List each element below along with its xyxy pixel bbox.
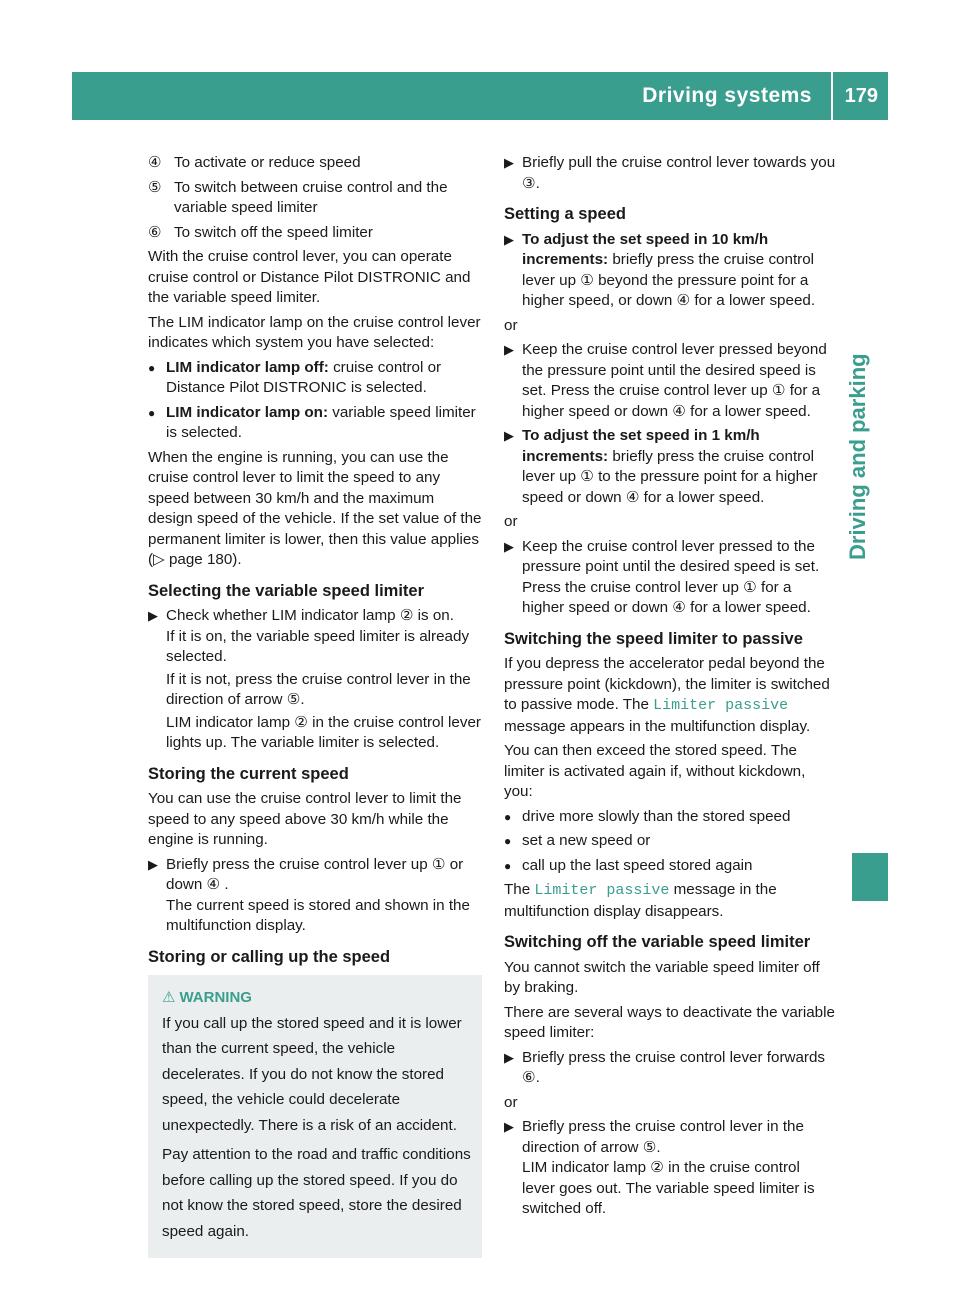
heading-limiter-passive: Switching the speed limiter to passive [504,629,803,648]
list-item: ⑤ To switch between cruise control and the variable speed limiter [148,178,448,216]
callout-number: ⑤ [148,178,162,196]
bullet-item: ● drive more slowly than the stored speed [504,807,836,828]
paragraph: You can then exceed the stored speed. The limiter is activated again if, without kickdown, you: [504,742,806,800]
heading-storing-current-speed: Storing the current speed [148,764,349,783]
arrow-icon: ▶ [504,231,514,247]
bullet-icon: ● [148,360,156,375]
instruction-step: ▶ Briefly pull the cruise control lever towards you ③. [504,154,836,192]
bullet-icon: ● [504,834,512,848]
heading-setting-speed: Setting a speed [504,205,626,223]
arrow-icon: ▶ [148,608,158,623]
bullet-icon: ● [504,858,512,873]
chapter-tab-label: Driving and parking [845,353,870,560]
right-column [504,153,836,1224]
instruction-step: ▶ Keep the cruise control lever pressed beyond the pressure point until the desired speed is set. Press the cruise control lever up ① for a higher speed or down ④ for a lower speed. [504,341,827,420]
arrow-icon: ▶ [504,1119,514,1134]
paragraph: You can use the cruise control lever to limit the speed to any speed above 30 km/h while the engine is running. [148,790,462,848]
paragraph: If you depress the accelerator pedal beyond the pressure point (kickdown), the limiter is switched to passive mode. The Limiter passive message appears in the multifunction display. [504,655,830,735]
instruction-step: ▶ To adjust the set speed in 10 km/h increments: briefly press the cruise control lever up ① beyond the pressure point for a higher speed, or down ④ for a lower speed. [504,230,816,309]
instruction-step: ▶ To adjust the set speed in 1 km/h increments: briefly press the cruise control lever up ① to the pressure point for a higher speed or down ④ for a lower speed. [504,427,818,506]
callout-number: ④ [148,154,162,171]
arrow-icon: ▶ [504,428,514,443]
bullet-item: ● set a new speed or [504,831,836,852]
display-message: Limiter passive [653,697,789,714]
callout-number: ⑥ [148,223,162,241]
arrow-icon: ▶ [148,856,158,872]
or-label: or [504,513,518,530]
left-column [148,153,482,1258]
heading-switch-off-limiter: Switching off the variable speed limiter [504,933,811,951]
bullet-icon: ● [504,809,512,824]
or-label: or [504,316,518,334]
instruction-step: ▶ Briefly press the cruise control lever in the direction of arrow ⑤. LIM indicator lamp ② in the cruise control lever goes out. The variable speed limiter is switched off. [504,1118,815,1217]
paragraph: With the cruise control lever, you can operate cruise control or Distance Pilot DISTRONIC and the variable speed limiter. [148,248,471,306]
arrow-icon: ▶ [504,155,514,170]
or-label: or [504,1093,518,1111]
bullet-icon: ● [148,405,156,420]
bullet-item: ● LIM indicator lamp on: variable speed limiter is selected. [148,403,476,441]
paragraph: The Limiter passive message in the multifunction display disappears. [504,881,777,920]
bullet-item: ● call up the last speed stored again [504,856,836,877]
bullet-item: ● LIM indicator lamp off: cruise control or Distance Pilot DISTRONIC is selected. [148,358,442,396]
arrow-icon: ▶ [504,1049,514,1065]
section-title: Driving systems [642,84,812,107]
header-divider [831,72,833,120]
heading-storing-calling-speed: Storing or calling up the speed [148,947,391,966]
list-item: ⑥ To switch off the speed limiter [148,223,482,244]
warning-title: WARNING [179,989,252,1006]
instruction-step: ▶ Keep the cruise control lever pressed to the pressure point until the desired speed is set. Press the cruise control lever up ① for a higher speed or down ④ for a lower speed. [504,537,820,616]
instruction-step: ▶ Briefly press the cruise control lever forwards ⑥. [504,1048,826,1086]
paragraph: When the engine is running, you can use the cruise control lever to limit the speed to any speed between 30 km/h and the maximum design speed of the vehicle. If the set value of the permanent limiter is lower, then this value applies (▷ page 180). [148,448,482,568]
paragraph: There are several ways to deactivate the variable speed limiter: [504,1003,835,1041]
heading-selecting-limiter: Selecting the variable speed limiter [148,581,425,600]
display-message: Limiter passive [534,882,670,899]
instruction-step: ▶ Check whether LIM indicator lamp ② is on. If it is on, the variable speed limiter is already selected. If it is not, press the cruise control lever in the direction of arrow ⑤. LIM indicator lamp ② in the cruise control lever lights up. The variable limiter is selected. [148,607,481,751]
paragraph: The LIM indicator lamp on the cruise control lever indicates which system you have selected: [148,313,481,351]
chapter-tab-marker [852,853,888,901]
list-item: ④ To activate or reduce speed [148,153,482,174]
arrow-icon: ▶ [504,342,514,357]
warning-icon: ⚠ [162,989,176,1006]
page-header [72,72,888,120]
arrow-icon: ▶ [504,538,514,554]
warning-box: ⚠ WARNING If you call up the stored speed and it is lower than the current speed, the vehicle decelerates. If you do not know the stored speed, the vehicle could decelerate unexpectedly. There is a risk of an accident. Pay attention to the road and traffic conditions before calling up the stored speed. If you do not know the stored speed, store the desired speed again. [148,975,482,1258]
instruction-step: ▶ Briefly press the cruise control lever up ① or down ④ . The current speed is stored and shown in the multifunction display. [148,855,470,934]
paragraph: You cannot switch the variable speed limiter off by braking. [504,958,820,996]
page-number: 179 [844,85,878,107]
